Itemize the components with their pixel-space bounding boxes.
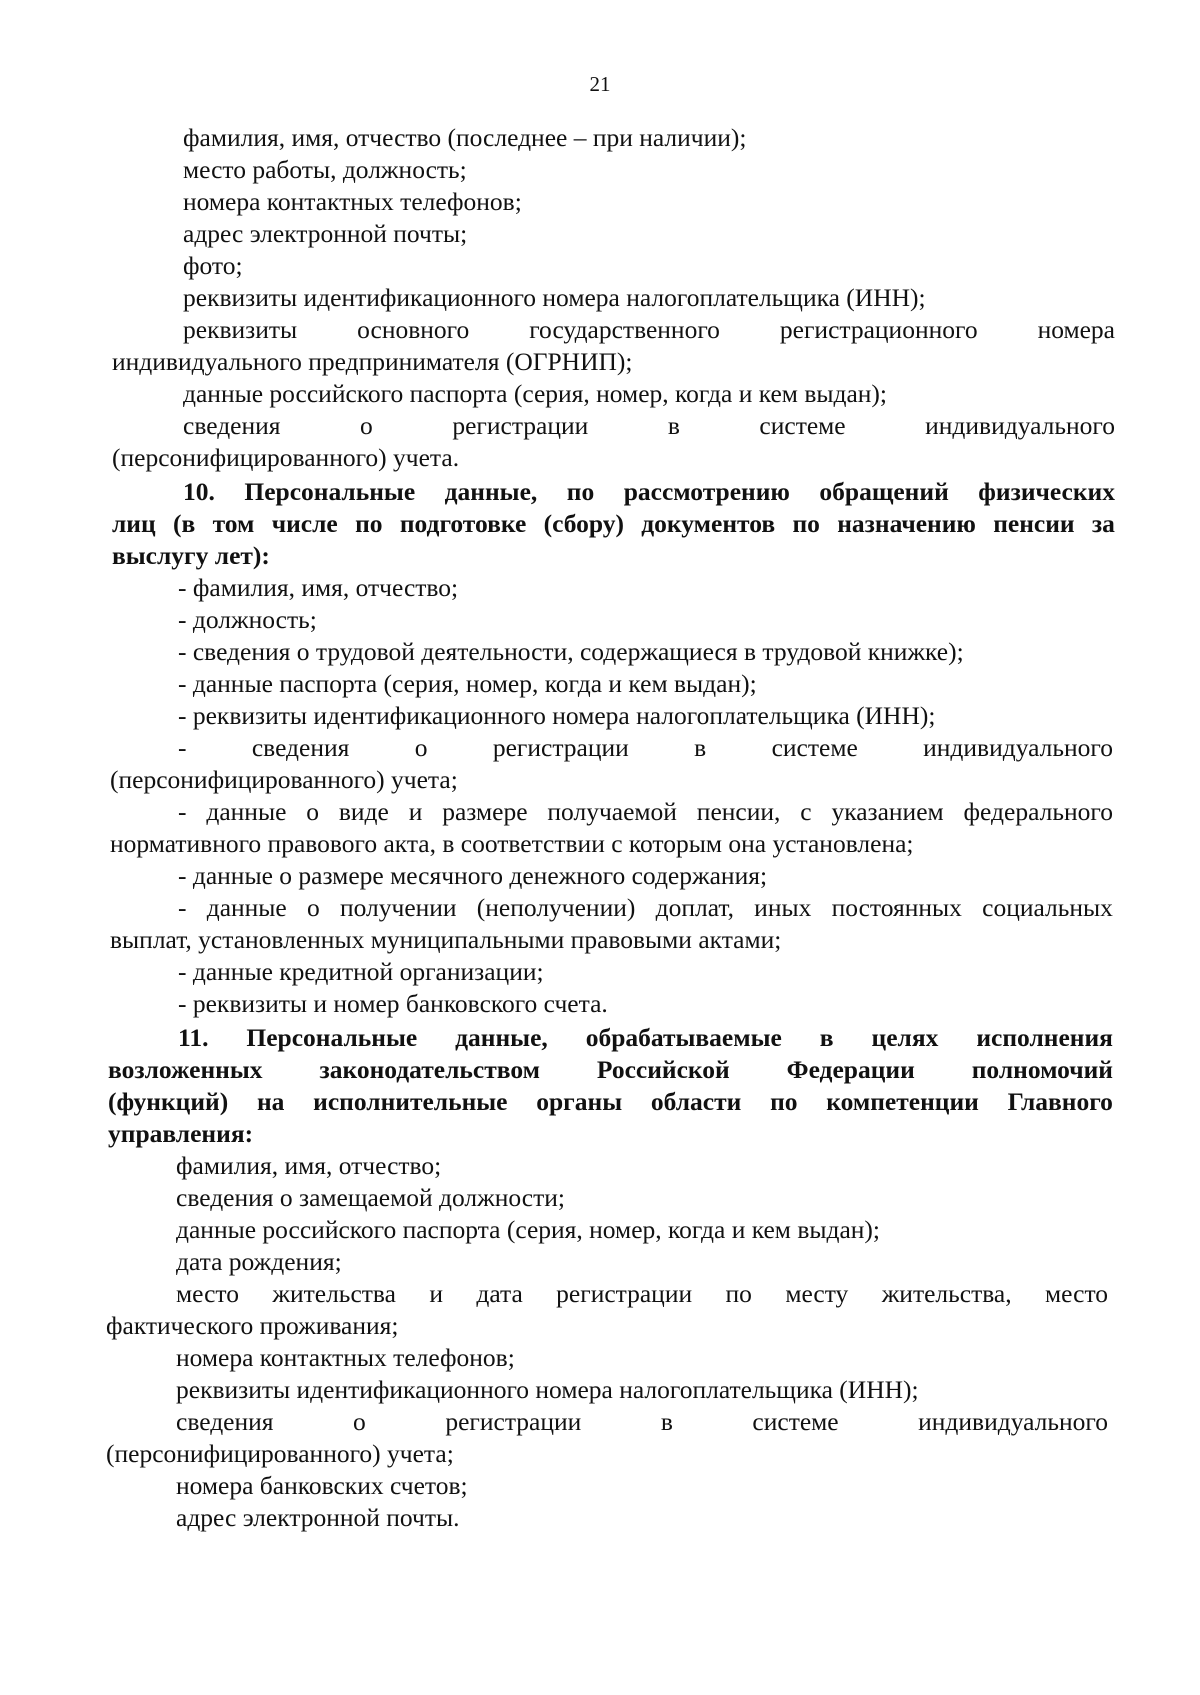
word: Персональные: [246, 1023, 418, 1052]
list-item: место работы, должность;: [183, 155, 467, 184]
word: о: [306, 893, 320, 922]
word: подготовке: [399, 509, 527, 538]
word: по: [725, 1279, 752, 1308]
word: Главного: [1007, 1087, 1113, 1116]
word: в: [694, 733, 707, 762]
justified-line: [178, 796, 1113, 828]
word: системе: [771, 733, 858, 762]
word: в: [667, 411, 680, 440]
word: Федерации: [786, 1055, 915, 1084]
word: возложенных: [108, 1055, 263, 1084]
section-heading: выслугу лет):: [112, 541, 270, 570]
word: Персональные: [244, 477, 416, 506]
word: регистрационного: [779, 315, 978, 344]
word: реквизиты: [183, 315, 298, 344]
word: (неполучении): [476, 893, 636, 922]
list-item: (персонифицированного) учета;: [106, 1439, 454, 1468]
word: регистрации: [445, 1407, 582, 1436]
word: государственного: [529, 315, 720, 344]
word: назначению: [837, 509, 976, 538]
list-item: выплат, установленных муниципальными правовыми актами;: [110, 925, 782, 954]
list-item: - данные о размере месячного денежного содержания;: [178, 861, 768, 890]
list-item: (персонифицированного) учета;: [110, 765, 458, 794]
list-item: фамилия, имя, отчество;: [176, 1151, 442, 1180]
list-item: - должность;: [178, 605, 317, 634]
list-item: данные российского паспорта (серия, номер, когда и кем выдан);: [176, 1215, 881, 1244]
list-item: реквизиты идентификационного номера налогоплательщика (ИНН);: [176, 1375, 919, 1404]
list-item: фамилия, имя, отчество (последнее – при наличии);: [183, 123, 747, 152]
word: целях: [871, 1023, 939, 1052]
section-heading: [178, 1022, 1113, 1054]
word: индивидуального: [925, 411, 1115, 440]
word: -: [178, 797, 187, 826]
word: системе: [752, 1407, 839, 1436]
word: области: [650, 1087, 742, 1116]
word: лиц: [112, 509, 156, 538]
word: числе: [271, 509, 338, 538]
word: жительства,: [881, 1279, 1012, 1308]
word: основного: [357, 315, 470, 344]
word: рассмотрению: [623, 477, 790, 506]
word: сведения: [183, 411, 281, 440]
justified-line: [178, 732, 1113, 764]
word: жительства: [272, 1279, 396, 1308]
word: по: [770, 1087, 798, 1116]
word: на: [256, 1087, 285, 1116]
list-item: дата рождения;: [176, 1247, 342, 1276]
word: место: [1045, 1279, 1108, 1308]
list-item: - сведения о трудовой деятельности, содержащиеся в трудовой книжке);: [178, 637, 964, 666]
word: и: [429, 1279, 443, 1308]
word: индивидуального: [918, 1407, 1108, 1436]
word: за: [1091, 509, 1115, 538]
list-item: фото;: [183, 251, 243, 280]
word: по: [792, 509, 820, 538]
word: номера: [1037, 315, 1115, 344]
word: полномочий: [971, 1055, 1113, 1084]
word: (в: [173, 509, 196, 538]
word: данные: [206, 893, 287, 922]
list-item: адрес электронной почты.: [176, 1503, 460, 1532]
list-item: данные российского паспорта (серия, номер, когда и кем выдан);: [183, 379, 888, 408]
word: 11.: [178, 1023, 209, 1052]
word: исполнения: [976, 1023, 1113, 1052]
justified-line: [176, 1406, 1108, 1438]
word: системе: [759, 411, 846, 440]
word: с: [800, 797, 812, 826]
word: пенсии: [993, 509, 1075, 538]
list-item: номера контактных телефонов;: [183, 187, 522, 216]
list-item: адрес электронной почты;: [183, 219, 468, 248]
word: (функций): [108, 1087, 229, 1116]
section-heading: [108, 1054, 1113, 1086]
word: регистрации: [556, 1279, 693, 1308]
list-item: нормативного правового акта, в соответствии с которым она установлена;: [110, 829, 914, 858]
list-item: - фамилия, имя, отчество;: [178, 573, 459, 602]
word: индивидуального: [923, 733, 1113, 762]
section-heading: [183, 476, 1115, 508]
word: дата: [476, 1279, 523, 1308]
word: размере: [442, 797, 528, 826]
word: постоянных: [831, 893, 962, 922]
justified-line: [183, 314, 1115, 346]
word: о: [353, 1407, 366, 1436]
word: органы: [536, 1087, 623, 1116]
list-item: - реквизиты и номер банковского счета.: [178, 989, 608, 1018]
list-item: реквизиты идентификационного номера налогоплательщика (ИНН);: [183, 283, 926, 312]
list-item: номера банковских счетов;: [176, 1471, 468, 1500]
list-item: фактического проживания;: [106, 1311, 399, 1340]
word: регистрации: [492, 733, 629, 762]
list-item: - данные кредитной организации;: [178, 957, 544, 986]
word: компетенции: [826, 1087, 979, 1116]
word: 10.: [183, 477, 215, 506]
section-heading: [112, 508, 1115, 540]
word: о: [414, 733, 428, 762]
word: сведения: [251, 733, 350, 762]
list-item: индивидуального предпринимателя (ОГРНИП);: [112, 347, 633, 376]
word: -: [178, 733, 187, 762]
list-item: - данные паспорта (серия, номер, когда и кем выдан);: [178, 669, 757, 698]
word: виде: [338, 797, 389, 826]
word: данные,: [455, 1023, 548, 1052]
word: место: [176, 1279, 239, 1308]
word: сведения: [176, 1407, 274, 1436]
word: о: [306, 797, 320, 826]
word: федерального: [963, 797, 1113, 826]
justified-line: [176, 1278, 1108, 1310]
word: пенсии,: [696, 797, 781, 826]
word: о: [360, 411, 373, 440]
word: том: [212, 509, 255, 538]
word: получаемой: [547, 797, 677, 826]
list-item: - реквизиты идентификационного номера налогоплательщика (ИНН);: [178, 701, 936, 730]
word: месту: [785, 1279, 849, 1308]
word: обращений: [819, 477, 949, 506]
list-item: номера контактных телефонов;: [176, 1343, 515, 1372]
list-item: сведения о замещаемой должности;: [176, 1183, 565, 1212]
word: указанием: [831, 797, 944, 826]
word: Российской: [596, 1055, 730, 1084]
justified-line: [183, 410, 1115, 442]
word: социальных: [982, 893, 1113, 922]
page-number: 21: [589, 72, 611, 96]
word: -: [178, 893, 187, 922]
word: иных: [754, 893, 812, 922]
word: обрабатываемые: [585, 1023, 782, 1052]
word: документов: [641, 509, 776, 538]
list-item: (персонифицированного) учета.: [112, 443, 460, 472]
word: в: [819, 1023, 834, 1052]
word: доплат,: [655, 893, 734, 922]
section-heading: [108, 1086, 1113, 1118]
word: регистрации: [452, 411, 589, 440]
justified-line: [178, 892, 1113, 924]
word: в: [660, 1407, 673, 1436]
word: получении: [339, 893, 457, 922]
word: (сбору): [543, 509, 624, 538]
word: и: [408, 797, 423, 826]
word: законодательством: [319, 1055, 540, 1084]
section-heading: управления:: [108, 1119, 254, 1148]
word: физических: [978, 477, 1115, 506]
word: по: [355, 509, 383, 538]
word: по: [566, 477, 595, 506]
word: данные,: [444, 477, 538, 506]
word: исполнительные: [313, 1087, 508, 1116]
word: данные: [206, 797, 287, 826]
